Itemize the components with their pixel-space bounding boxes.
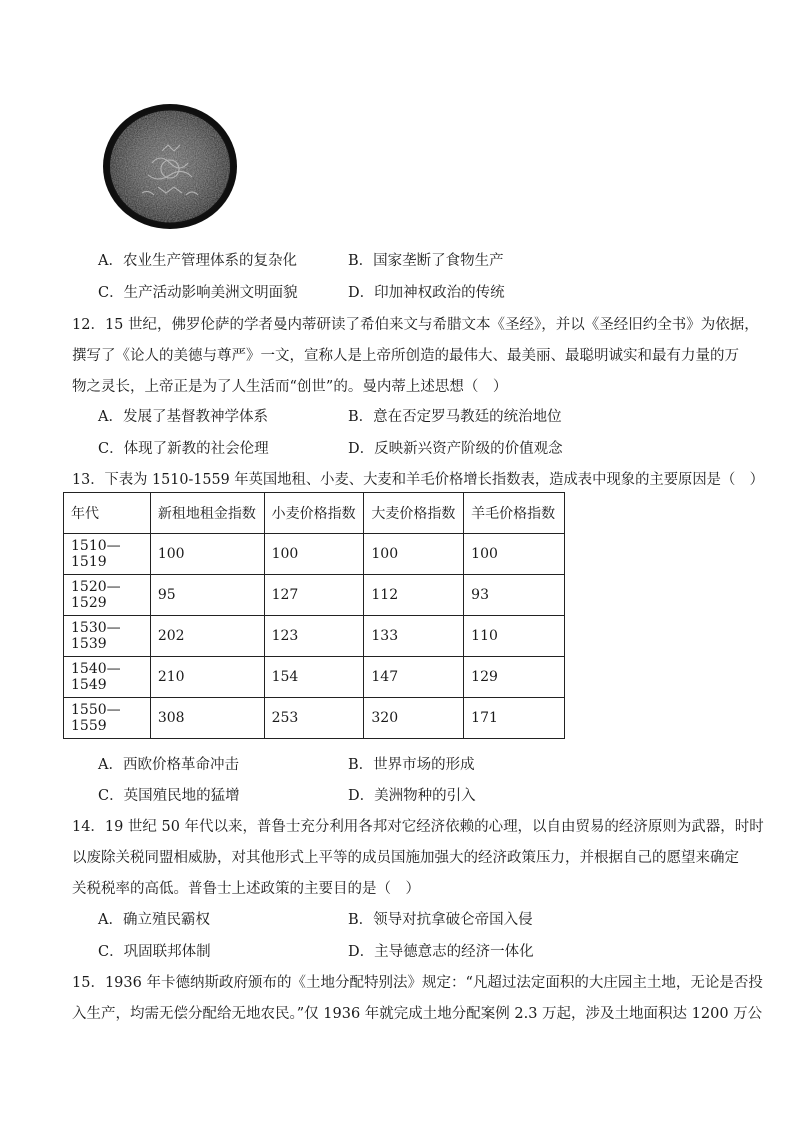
table-cell: 100 (150, 534, 264, 575)
q15-stem-line-1: 15．1936 年卡德纳斯政府颁布的《土地分配特别法》规定：“凡超过法定面积的大庄园主土地，无论是否投 (72, 975, 763, 991)
table-cell: 1520—1529 (64, 575, 151, 616)
table-row (64, 657, 565, 698)
table-row (64, 616, 565, 657)
q14-option-d[interactable]: D．主导德意志的经济一体化 (348, 944, 534, 960)
table-row (64, 534, 565, 575)
q13-option-c[interactable]: C．英国殖民地的猛增 (98, 788, 240, 804)
q12-stem-line-1: 12．15 世纪，佛罗伦萨的学者曼内蒂研读了希伯来文与希腊文本《圣经》，并以《圣经旧约全书》为依据， (72, 317, 759, 333)
table-cell: 100 (464, 534, 565, 575)
table-cell: 100 (364, 534, 464, 575)
q12-option-d[interactable]: D．反映新兴资产阶级的价值观念 (348, 441, 563, 457)
table-row (64, 575, 565, 616)
table-cell: 110 (464, 616, 565, 657)
table-cell: 123 (264, 616, 364, 657)
q14-stem-line-1: 14．19 世纪 50 年代以来，普鲁士充分利用各邦对它经济依赖的心理，以自由贸易的经济原则为武器，时时 (72, 819, 764, 835)
table-header-row (64, 493, 565, 534)
artifact-plate-image (102, 103, 238, 230)
q13-option-b[interactable]: B．世界市场的形成 (348, 757, 475, 773)
table-cell: 320 (364, 698, 464, 739)
table-cell: 202 (150, 616, 264, 657)
table-header-cell: 小麦价格指数 (264, 493, 364, 534)
q14-option-b[interactable]: B．领导对抗拿破仑帝国入侵 (348, 912, 533, 928)
table-cell: 129 (464, 657, 565, 698)
table-cell: 95 (150, 575, 264, 616)
q12-stem-line-2: 撰写了《论人的美德与尊严》一文，宣称人是上帝所创造的最伟大、最美丽、最聪明诚实和最有力量的万 (72, 348, 739, 364)
table-cell: 112 (364, 575, 464, 616)
table-cell: 133 (364, 616, 464, 657)
q12-option-a[interactable]: A．发展了基督教神学体系 (98, 409, 268, 425)
q12-stem-line-3: 物之灵长，上帝正是为了人生活而“创世”的。曼内蒂上述思想（ ） (72, 379, 508, 395)
q12-option-c[interactable]: C．体现了新教的社会伦理 (98, 441, 269, 457)
table-row (64, 698, 565, 739)
q12-option-b[interactable]: B．意在否定罗马教廷的统治地位 (348, 409, 562, 425)
table-cell: 147 (364, 657, 464, 698)
table-cell: 171 (464, 698, 565, 739)
q15-stem-line-2: 入生产，均需无偿分配给无地农民。”仅 1936 年就完成土地分配案例 2.3 万起，涉及土地面积达 1200 万公 (72, 1006, 763, 1022)
q13-option-d[interactable]: D．美洲物种的引入 (348, 788, 476, 804)
q14-stem-line-2: 以废除关税同盟相威胁，对其他形式上平等的成员国施加强大的经济政策压力，并根据自己的愿望来确定 (72, 850, 739, 866)
q11-option-b[interactable]: B．国家垄断了食物生产 (348, 253, 504, 269)
q14-stem-line-3: 关税税率的高低。普鲁士上述政策的主要目的是（ ） (72, 881, 420, 897)
table-header-cell: 大麦价格指数 (364, 493, 464, 534)
q11-option-d[interactable]: D．印加神权政治的传统 (348, 285, 505, 301)
q13-stem: 13．下表为 1510-1559 年英国地租、小麦、大麦和羊毛价格增长指数表，造成表中现象的主要原因是（ ） (72, 472, 764, 488)
table-cell: 308 (150, 698, 264, 739)
q14-option-c[interactable]: C．巩固联邦体制 (98, 944, 211, 960)
table-cell: 1540—1549 (64, 657, 151, 698)
q14-option-a[interactable]: A．确立殖民霸权 (98, 912, 210, 928)
table-header-cell: 新租地租金指数 (150, 493, 264, 534)
table-cell: 1550—1559 (64, 698, 151, 739)
table-cell: 1510—1519 (64, 534, 151, 575)
table-cell: 1530—1539 (64, 616, 151, 657)
table-cell: 154 (264, 657, 364, 698)
q13-option-a[interactable]: A．西欧价格革命冲击 (98, 757, 239, 773)
table-cell: 127 (264, 575, 364, 616)
q11-option-a[interactable]: A．农业生产管理体系的复杂化 (98, 253, 297, 269)
table-cell: 210 (150, 657, 264, 698)
table-header-cell: 年代 (64, 493, 151, 534)
table-header-cell: 羊毛价格指数 (464, 493, 565, 534)
q11-option-c[interactable]: C．生产活动影响美洲文明面貌 (98, 285, 298, 301)
table-cell: 253 (264, 698, 364, 739)
price-index-table (63, 492, 565, 739)
table-cell: 93 (464, 575, 565, 616)
table-cell: 100 (264, 534, 364, 575)
